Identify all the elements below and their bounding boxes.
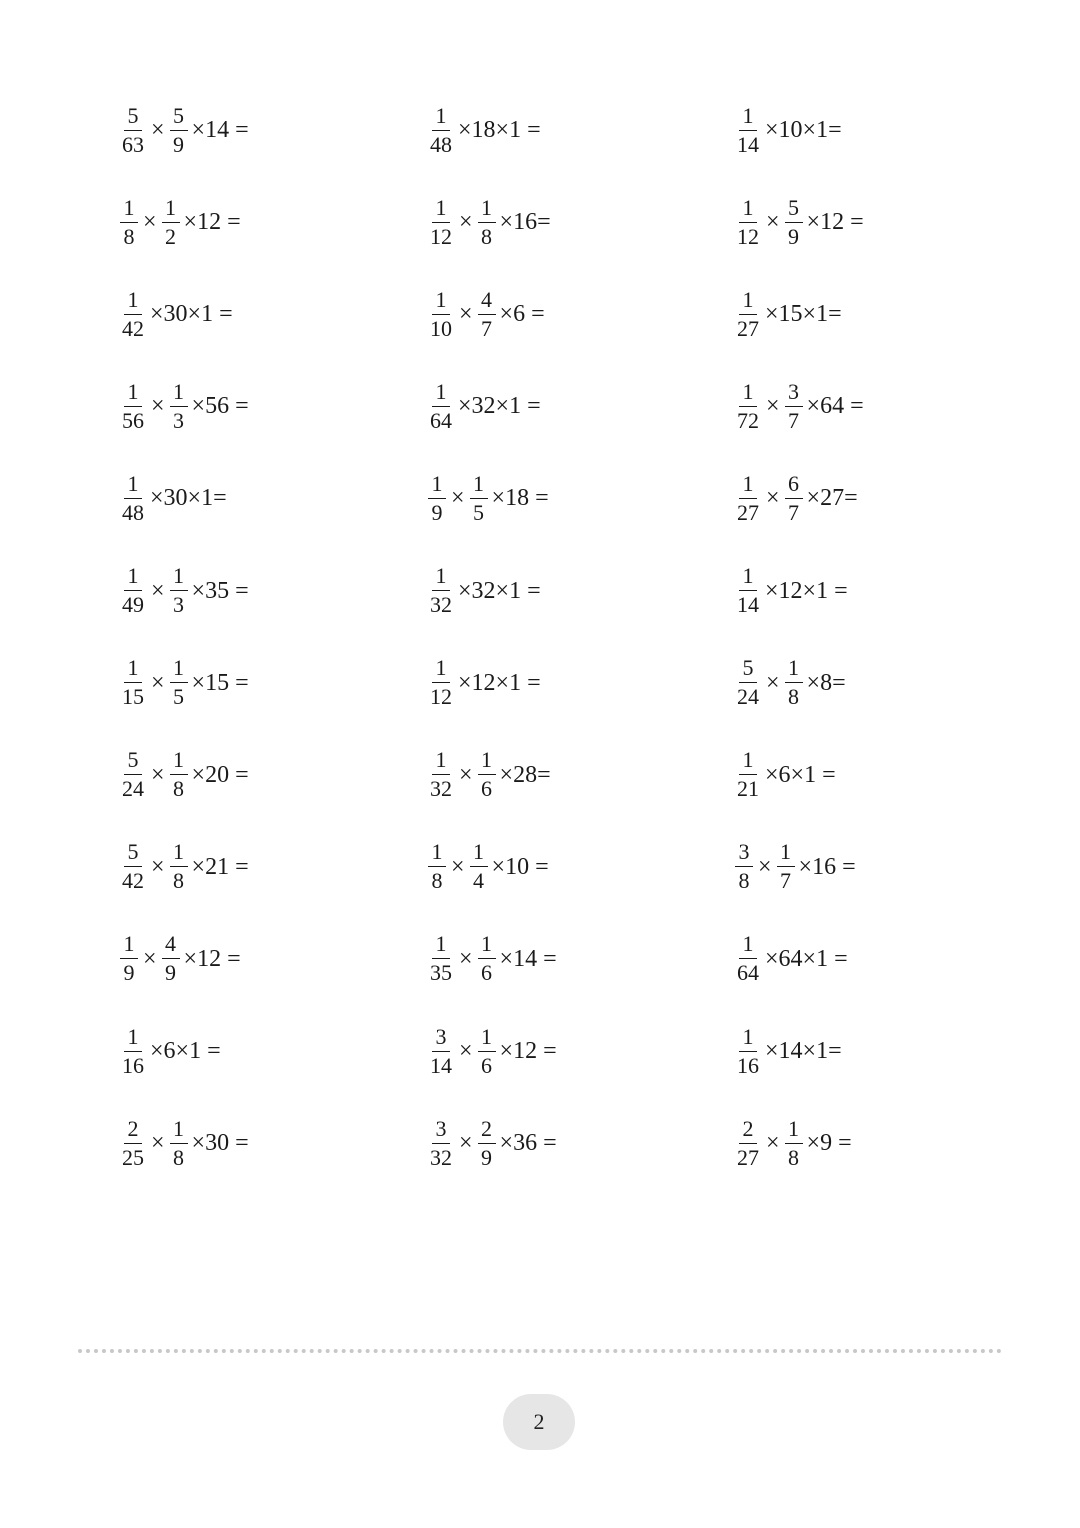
expression-tail: ×30×1 = <box>150 301 233 328</box>
expression-tail: ×32×1 = <box>458 393 541 420</box>
fraction-numerator: 1 <box>170 749 188 775</box>
expression-tail: ×28= <box>499 761 551 788</box>
expression-tail: ×12 = <box>183 945 241 972</box>
expression-tail: ×64×1 = <box>765 945 848 972</box>
fraction <box>735 1115 761 1170</box>
fraction <box>428 470 446 525</box>
fraction <box>735 102 761 157</box>
fraction <box>120 841 146 892</box>
math-problem <box>120 1021 221 1081</box>
fraction-denominator: 3 <box>173 407 185 433</box>
math-problem <box>428 100 541 160</box>
expression-tail: ×35 = <box>191 577 249 604</box>
fraction-denominator: 8 <box>788 1144 800 1170</box>
fraction <box>428 749 454 800</box>
page-number: 2 <box>533 1409 545 1434</box>
expression-tail: ×12×1 = <box>765 577 848 604</box>
multiply-sign: × <box>143 209 157 236</box>
fraction <box>478 1115 496 1170</box>
fraction-numerator: 1 <box>124 381 142 407</box>
math-problem <box>428 1021 557 1081</box>
multiply-sign: × <box>459 209 473 236</box>
fraction-denominator: 42 <box>122 315 144 341</box>
multiply-sign: × <box>766 393 780 420</box>
fraction-numerator: 1 <box>124 657 142 683</box>
fraction-numerator: 1 <box>785 657 803 683</box>
fraction-numerator: 1 <box>478 749 496 775</box>
fraction-numerator: 1 <box>432 197 450 223</box>
fraction-denominator: 9 <box>123 960 135 986</box>
multiply-sign: × <box>143 945 157 972</box>
expression-tail: ×32×1 = <box>458 577 541 604</box>
fraction-denominator: 7 <box>780 868 792 894</box>
expression-tail: ×15×1= <box>765 301 842 328</box>
fraction <box>428 841 446 892</box>
fraction-numerator: 1 <box>120 933 138 959</box>
math-problem <box>120 745 249 805</box>
multiply-sign: × <box>459 1130 473 1157</box>
fraction-denominator: 27 <box>737 315 759 341</box>
fraction-denominator: 8 <box>481 223 493 249</box>
fraction-numerator: 5 <box>739 657 757 683</box>
fraction-denominator: 8 <box>788 684 800 710</box>
fraction-numerator: 1 <box>432 381 450 407</box>
fraction <box>428 286 454 341</box>
math-problem <box>428 284 545 344</box>
fraction-numerator: 5 <box>785 197 803 223</box>
expression-tail: ×6×1 = <box>150 1038 221 1064</box>
math-problem <box>735 1113 852 1173</box>
multiply-sign: × <box>151 761 165 788</box>
fraction <box>170 657 188 708</box>
expression-tail: ×20 = <box>191 761 249 788</box>
expression-tail: ×15 = <box>191 669 249 696</box>
expression-tail: ×18×1 = <box>458 117 541 143</box>
fraction-denominator: 9 <box>173 131 185 157</box>
fraction-denominator: 72 <box>737 407 759 433</box>
expression-tail: ×14 = <box>191 117 249 143</box>
fraction-numerator: 1 <box>170 381 188 407</box>
fraction-denominator: 8 <box>173 776 185 802</box>
fraction-numerator: 1 <box>432 289 450 315</box>
expression-tail: ×12 = <box>183 209 241 236</box>
fraction-denominator: 64 <box>737 960 759 986</box>
fraction-numerator: 4 <box>162 933 180 959</box>
fraction-numerator: 5 <box>124 841 142 867</box>
fraction-numerator: 1 <box>470 841 488 867</box>
multiply-sign: × <box>766 209 780 236</box>
fraction-numerator: 1 <box>739 105 757 131</box>
dotted-divider <box>78 1349 1002 1353</box>
fraction <box>428 378 454 433</box>
fraction <box>470 841 488 892</box>
fraction <box>120 749 146 800</box>
fraction-numerator: 1 <box>124 473 142 499</box>
fraction-denominator: 24 <box>122 776 144 802</box>
fraction-denominator: 5 <box>173 684 185 710</box>
fraction-numerator: 1 <box>124 565 142 591</box>
fraction <box>478 933 496 984</box>
fraction <box>777 841 795 892</box>
fraction-numerator: 1 <box>739 381 757 407</box>
fraction-numerator: 1 <box>432 657 450 683</box>
fraction <box>478 286 496 341</box>
multiply-sign: × <box>151 393 165 420</box>
math-problem <box>120 837 249 897</box>
expression-tail: ×64 = <box>806 393 864 420</box>
fraction <box>428 565 454 616</box>
math-problem <box>428 561 541 621</box>
fraction-denominator: 9 <box>165 960 177 986</box>
math-problem <box>428 468 549 528</box>
fraction-numerator: 1 <box>124 289 142 315</box>
fraction-denominator: 48 <box>122 499 144 525</box>
fraction-numerator: 1 <box>170 657 188 683</box>
fraction-numerator: 1 <box>739 749 757 775</box>
fraction-numerator: 1 <box>432 565 450 591</box>
fraction-numerator: 1 <box>785 1118 803 1144</box>
fraction <box>735 194 761 249</box>
fraction-denominator: 4 <box>473 868 485 894</box>
multiply-sign: × <box>151 1130 165 1157</box>
fraction-denominator: 25 <box>122 1144 144 1170</box>
fraction-numerator: 3 <box>735 841 753 867</box>
fraction-numerator: 5 <box>170 105 188 131</box>
expression-tail: ×12 = <box>499 1038 557 1064</box>
multiply-sign: × <box>766 1130 780 1157</box>
fraction-numerator: 1 <box>170 841 188 867</box>
fraction-denominator: 6 <box>481 1052 493 1078</box>
fraction-denominator: 7 <box>481 315 493 341</box>
math-problem <box>428 745 551 805</box>
fraction-denominator: 12 <box>737 223 759 249</box>
fraction-numerator: 5 <box>124 105 142 131</box>
fraction-denominator: 32 <box>430 776 452 802</box>
fraction <box>785 470 803 525</box>
fraction-numerator: 1 <box>162 197 180 223</box>
fraction-numerator: 1 <box>432 105 450 131</box>
fraction-denominator: 10 <box>430 315 452 341</box>
fraction <box>470 470 488 525</box>
fraction <box>478 749 496 800</box>
multiply-sign: × <box>151 669 165 696</box>
expression-tail: ×27= <box>806 485 858 512</box>
fraction-numerator: 4 <box>478 289 496 315</box>
expression-tail: ×14 = <box>499 945 557 972</box>
expression-tail: ×9 = <box>806 1130 852 1157</box>
fraction <box>170 565 188 616</box>
fraction <box>785 378 803 433</box>
expression-tail: ×10 = <box>491 853 549 880</box>
math-problem <box>735 561 848 621</box>
fraction <box>120 1023 146 1078</box>
expression-tail: ×36 = <box>499 1130 557 1157</box>
multiply-sign: × <box>151 577 165 604</box>
math-problem <box>120 100 249 160</box>
fraction-denominator: 32 <box>430 592 452 617</box>
fraction-numerator: 1 <box>478 1026 496 1052</box>
fraction-denominator: 7 <box>788 499 800 525</box>
fraction-numerator: 1 <box>478 197 496 223</box>
math-problem <box>735 376 864 436</box>
math-problem <box>735 653 846 713</box>
math-problem <box>120 1113 249 1173</box>
fraction <box>478 194 496 249</box>
fraction-numerator: 1 <box>124 1026 142 1052</box>
fraction-denominator: 42 <box>122 868 144 894</box>
fraction <box>170 749 188 800</box>
expression-tail: ×16 = <box>798 853 856 880</box>
fraction-numerator: 6 <box>785 473 803 499</box>
fraction-numerator: 2 <box>478 1118 496 1144</box>
fraction <box>735 565 761 616</box>
fraction-denominator: 35 <box>430 960 452 986</box>
fraction <box>170 378 188 433</box>
fraction-denominator: 6 <box>481 776 493 802</box>
fraction-denominator: 9 <box>481 1144 493 1170</box>
fraction-denominator: 8 <box>738 868 750 894</box>
math-problem <box>735 284 842 344</box>
fraction-numerator: 5 <box>124 749 142 775</box>
multiply-sign: × <box>151 117 165 143</box>
multiply-sign: × <box>451 485 465 512</box>
expression-tail: ×8= <box>806 669 846 696</box>
fraction <box>428 1023 454 1078</box>
math-problem <box>120 468 227 528</box>
expression-tail: ×30×1= <box>150 485 227 512</box>
fraction <box>735 470 761 525</box>
fraction <box>428 1115 454 1170</box>
expression-tail: ×56 = <box>191 393 249 420</box>
fraction-numerator: 1 <box>428 841 446 867</box>
fraction-denominator: 27 <box>737 499 759 525</box>
fraction <box>735 657 761 708</box>
fraction-denominator: 32 <box>430 1144 452 1170</box>
expression-tail: ×16= <box>499 209 551 236</box>
multiply-sign: × <box>151 853 165 880</box>
fraction-numerator: 1 <box>739 1026 757 1052</box>
fraction-numerator: 3 <box>785 381 803 407</box>
math-problem <box>120 376 249 436</box>
fraction-denominator: 5 <box>473 499 485 525</box>
fraction-denominator: 12 <box>430 223 452 249</box>
fraction <box>170 1115 188 1170</box>
fraction <box>735 1023 761 1078</box>
fraction-denominator: 56 <box>122 407 144 433</box>
expression-tail: ×12×1 = <box>458 669 541 696</box>
fraction-numerator: 1 <box>428 473 446 499</box>
fraction <box>785 194 803 249</box>
fraction <box>428 933 454 984</box>
math-problem <box>120 653 249 713</box>
fraction-denominator: 16 <box>122 1052 144 1078</box>
fraction-denominator: 9 <box>788 223 800 249</box>
fraction-denominator: 24 <box>737 684 759 710</box>
fraction <box>120 194 138 249</box>
math-problem <box>120 284 233 344</box>
fraction-denominator: 14 <box>737 131 759 157</box>
fraction-numerator: 1 <box>739 197 757 223</box>
fraction <box>428 194 454 249</box>
expression-tail: ×18 = <box>491 485 549 512</box>
fraction-numerator: 3 <box>432 1026 450 1052</box>
fraction-denominator: 16 <box>737 1052 759 1078</box>
fraction-denominator: 8 <box>173 868 185 894</box>
fraction <box>170 841 188 892</box>
fraction-denominator: 27 <box>737 1144 759 1170</box>
math-problem <box>735 100 842 160</box>
math-problem <box>735 929 848 989</box>
math-problem <box>120 561 249 621</box>
fraction-denominator: 2 <box>165 223 177 249</box>
fraction-denominator: 15 <box>122 684 144 710</box>
math-problem <box>428 1113 557 1173</box>
fraction-denominator: 9 <box>431 499 443 525</box>
math-problem <box>428 837 549 897</box>
fraction-numerator: 2 <box>739 1118 757 1144</box>
fraction-denominator: 8 <box>173 1144 185 1170</box>
expression-tail: ×10×1= <box>765 117 842 143</box>
expression-tail: ×6 = <box>499 301 545 328</box>
fraction-numerator: 2 <box>124 1118 142 1144</box>
fraction <box>428 657 454 708</box>
math-problem <box>735 1021 842 1081</box>
multiply-sign: × <box>459 1038 473 1064</box>
multiply-sign: × <box>758 853 772 880</box>
math-problem <box>428 192 551 252</box>
fraction-numerator: 1 <box>739 933 757 959</box>
math-problem <box>735 837 856 897</box>
fraction-numerator: 1 <box>478 933 496 959</box>
math-problem <box>735 745 836 805</box>
page-number-badge <box>503 1394 575 1450</box>
fraction <box>162 194 180 249</box>
expression-tail: ×14×1= <box>765 1038 842 1064</box>
math-problem <box>735 468 858 528</box>
math-problem <box>428 653 541 713</box>
fraction <box>120 1115 146 1170</box>
fraction-denominator: 6 <box>481 960 493 986</box>
fraction-numerator: 1 <box>739 565 757 591</box>
fraction-denominator: 3 <box>173 592 185 617</box>
multiply-sign: × <box>459 761 473 788</box>
fraction <box>120 933 138 984</box>
fraction <box>120 102 146 157</box>
fraction-denominator: 7 <box>788 407 800 433</box>
math-problem <box>120 929 241 989</box>
fraction-denominator: 64 <box>430 407 452 433</box>
fraction-denominator: 49 <box>122 592 144 617</box>
fraction-numerator: 1 <box>432 933 450 959</box>
math-problem <box>735 192 864 252</box>
fraction <box>428 102 454 157</box>
fraction-denominator: 8 <box>123 223 135 249</box>
fraction <box>478 1023 496 1078</box>
fraction <box>785 657 803 708</box>
fraction-denominator: 8 <box>431 868 443 894</box>
fraction-denominator: 14 <box>737 592 759 617</box>
fraction-numerator: 1 <box>739 289 757 315</box>
fraction <box>735 749 761 800</box>
fraction <box>120 378 146 433</box>
fraction-denominator: 14 <box>430 1052 452 1078</box>
fraction-numerator: 3 <box>432 1118 450 1144</box>
fraction-numerator: 1 <box>432 749 450 775</box>
math-problem <box>120 192 241 252</box>
expression-tail: ×12 = <box>806 209 864 236</box>
fraction <box>735 841 753 892</box>
fraction <box>735 933 761 984</box>
fraction-denominator: 21 <box>737 776 759 802</box>
fraction <box>120 657 146 708</box>
multiply-sign: × <box>459 301 473 328</box>
fraction <box>120 565 146 616</box>
fraction-numerator: 1 <box>470 473 488 499</box>
math-problem <box>428 929 557 989</box>
fraction <box>735 286 761 341</box>
multiply-sign: × <box>766 669 780 696</box>
expression-tail: ×30 = <box>191 1130 249 1157</box>
expression-tail: ×21 = <box>191 853 249 880</box>
fraction <box>120 470 146 525</box>
fraction <box>170 102 188 157</box>
fraction <box>120 286 146 341</box>
fraction-denominator: 48 <box>430 131 452 157</box>
fraction-numerator: 1 <box>777 841 795 867</box>
multiply-sign: × <box>766 485 780 512</box>
fraction-numerator: 1 <box>170 565 188 591</box>
fraction-numerator: 1 <box>120 197 138 223</box>
fraction-denominator: 12 <box>430 684 452 710</box>
fraction-numerator: 1 <box>739 473 757 499</box>
math-problem <box>428 376 541 436</box>
expression-tail: ×6×1 = <box>765 761 836 788</box>
multiply-sign: × <box>459 945 473 972</box>
fraction-denominator: 63 <box>122 131 144 157</box>
fraction <box>735 378 761 433</box>
fraction <box>162 933 180 984</box>
multiply-sign: × <box>451 853 465 880</box>
fraction <box>785 1115 803 1170</box>
fraction-numerator: 1 <box>170 1118 188 1144</box>
